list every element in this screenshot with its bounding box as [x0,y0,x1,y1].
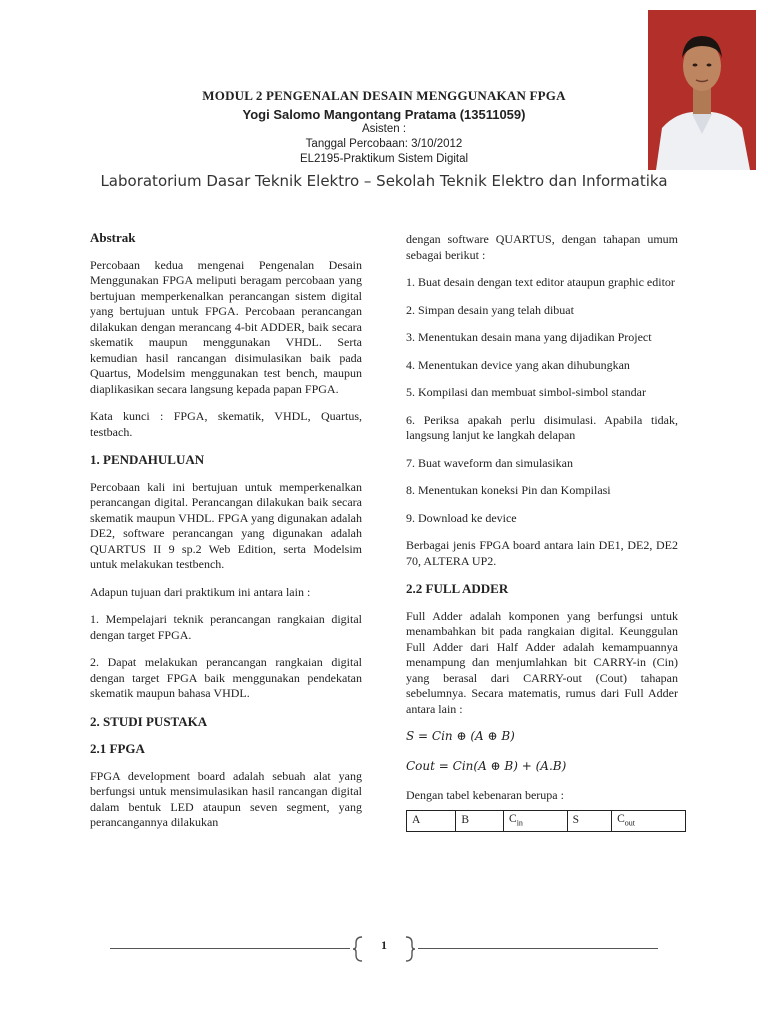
step-item: 2. Simpan desain yang telah dibuat [406,302,574,317]
step-item: 4. Menentukan device yang akan dihubungkan [406,357,630,372]
paper-header [110,88,658,167]
experiment-date: Tanggal Percobaan: 3/10/2012 [305,138,463,150]
abstract-heading: Abstrak [90,230,136,245]
abstract-text: Percobaan kedua mengenai Pengenalan Desain Menggunakan FPGA meliputi beragam percobaan yang bertujuan memperkenalkan perancangan sistem digital yang bertujuan untuk FPGA. Percobaan perancangan dilakukan dengan merancang 4-bit ADDER, baik secara skematik maupun menggunakan VHDL. Serta kemudian hasil rancangan disimulasikan baik pada Quartus, Modelsim menggunakan test bench, maupun diaplikasikan secara langsung kepada papan FPGA. [90,257,362,396]
col-s: S [567,810,611,832]
step-item: 6. Periksa apakah perlu disimulasi. Apabila tidak, langsung lanjut ke langkah delapan [406,412,678,442]
step-item: 9. Download ke device [406,510,517,525]
author-photo [648,10,756,170]
author-name: Yogi Salomo Mangontang Pratama (13511059) [242,107,526,122]
assistant-line: Asisten : [361,123,407,135]
page-footer [110,936,658,962]
section-1-paragraph-2: Adapun tujuan dari praktikum ini antara lain : [90,584,311,599]
boards-paragraph: Berbagai jenis FPGA board antara lain DE1, DE2, DE2 70, ALTERA UP2. [406,538,678,568]
lab-name: Laboratorium Dasar Teknik Elektro – Sekolah Teknik Elektro dan Informatika [100,172,668,190]
paper-title: MODUL 2 PENGENALAN DESAIN MENGGUNAKAN FPGA [202,88,566,103]
table-intro: Dengan tabel kebenaran berupa : [406,788,564,802]
step-item: 8. Menentukan koneksi Pin dan Kompilasi [406,483,611,497]
section-2-1-paragraph: FPGA development board adalah sebuah alat yang berfungsi untuk mensimulasikan hasil rancangan digital dalam bentuk LED ataupun seven segment, yang perancangannya dilakukan [90,768,362,829]
right-column [406,232,678,832]
step-item: 7. Buat waveform dan simulasikan [406,455,573,470]
col-cin: $C_{in}$ [504,810,568,832]
section-2-2-heading: 2.2 FULL ADDER [406,581,509,596]
course-name: EL2195-Praktikum Sistem Digital [299,153,469,165]
footer-rule-right [418,948,658,949]
section-1-paragraph-1: Percobaan kali ini bertujuan untuk memperkenalkan perancangan digital. Perancangan dilakukan baik secara skematik maupun VHDL. FPGA yang digunakan adalah DE2, software perancangan yang digunakan adalah QUARTUS II 9 sp.2 Web Edition, serta Modelsim untuk melakukan testbench. [90,479,362,571]
col-b: B [456,810,504,832]
sum-equation: S = Cin ⊕ (A ⊕ B) [406,729,515,743]
section-2-1-heading: 2.1 FPGA [90,741,145,756]
section-2-2-paragraph: Full Adder adalah komponen yang berfungsi untuk menambahkan bit pada rangkaian digital. Keunggulan Full Adder dari Half Adder adalah kemampuannya menampung dan menjumlahkan bit CARRY-in (Cin) yang berasal dari CARRY-out (Cout) tahapan sebelumnya. Secara matematis, rumus dari Full Adder antara lain : [406,608,678,716]
section-2-heading: 2. STUDI PUSTAKA [90,713,208,729]
footer-rule-left [110,948,350,949]
step-item: 3. Menentukan desain mana yang dijadikan Project [406,330,652,344]
truth-table [406,810,686,833]
keywords: Kata kunci : FPGA, skematik, VHDL, Quartus, testbach. [90,409,362,439]
left-column [90,230,362,843]
truth-table-header-row [407,810,686,832]
step-item: 1. Buat desain dengan text editor ataupun graphic editor [406,275,675,289]
continued-paragraph: dengan software QUARTUS, dengan tahapan umum sebagai berikut : [406,232,678,262]
carry-equation: Cout = Cin(A ⊕ B) + (A.B) [406,758,567,773]
goal-1: 1. Mempelajari teknik perancangan rangkaian digital dengan target FPGA. [90,612,362,642]
col-a: A [407,810,456,832]
section-1-heading: 1. PENDAHULUAN [90,452,205,467]
page-number: 1 [381,938,387,952]
col-cout: $C_{out}$ [612,810,686,832]
step-item: 5. Kompilasi dan membuat simbol-simbol standar [406,385,646,399]
goal-2: 2. Dapat melakukan perancangan rangkaian digital dengan target FPGA baik menggunakan pendekatan skematik maupun bahasa VHDL. [90,655,362,700]
